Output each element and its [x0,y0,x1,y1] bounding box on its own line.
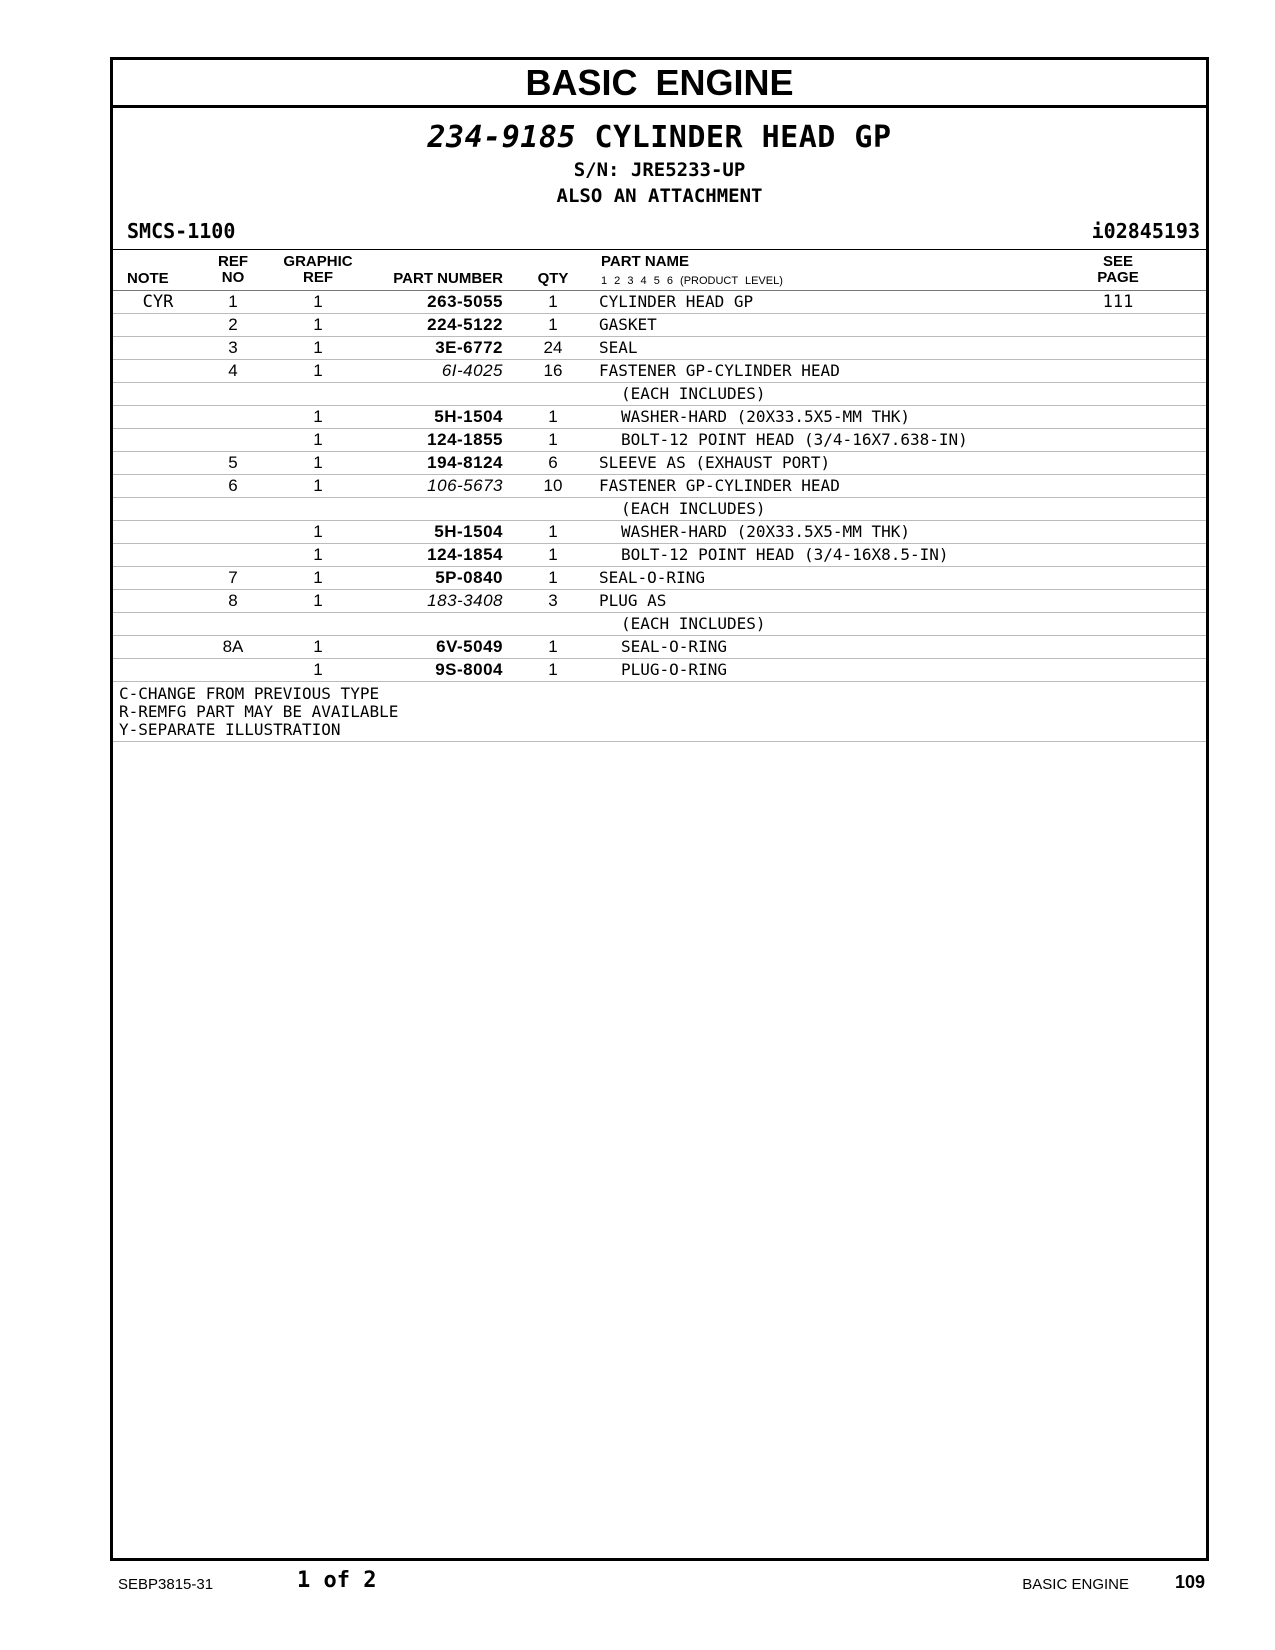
table-row [113,521,1206,544]
smcs-row [113,215,1206,250]
row-qty: 16 [543,361,563,380]
row-part-name: (EACH INCLUDES) [621,499,766,518]
header-product-levels: 1 2 3 4 5 6 (PRODUCT LEVEL) [601,275,783,287]
row-qty: 1 [548,430,558,449]
smcs-code: SMCS-1100 [127,219,236,243]
legend-line: Y-SEPARATE ILLUSTRATION [119,720,341,739]
group-part-number: 234-9185 [427,120,576,155]
illustration-id: i02845193 [1091,219,1200,243]
row-part-number: 5P-0840 [435,568,503,587]
table-row [113,406,1206,429]
legend [113,682,1206,742]
page-of-count: 1 of 2 [297,1568,377,1593]
group-name: CYLINDER HEAD GP [594,120,892,155]
row-ref-no: 8A [222,637,244,656]
row-part-name: FASTENER GP-CYLINDER HEAD [599,476,840,495]
row-graphic-ref: 1 [313,476,323,495]
row-part-number: 5H-1504 [434,522,503,541]
row-ref-no: 4 [228,361,238,380]
row-graphic-ref: 1 [313,407,323,426]
table-row [113,636,1206,659]
row-graphic-ref: 1 [313,338,323,357]
row-part-name: FASTENER GP-CYLINDER HEAD [599,361,840,380]
table-header [113,250,1206,291]
table-row [113,314,1206,337]
row-note: CYR [142,292,174,312]
row-qty: 6 [548,453,558,472]
row-part-name: (EACH INCLUDES) [621,614,766,633]
row-ref-no: 1 [228,292,238,311]
row-ref-no: 7 [228,568,238,587]
row-qty: 24 [543,338,563,357]
row-qty: 1 [548,522,558,541]
row-graphic-ref: 1 [313,591,323,610]
legend-line: C-CHANGE FROM PREVIOUS TYPE [119,684,380,703]
serial-number: S/N: JRE5233-UP [573,159,746,181]
table-row [113,659,1206,682]
row-graphic-ref: 1 [313,660,323,679]
header-ref-no [213,254,253,286]
page-number: 109 [1174,1572,1205,1592]
header-qty: QTY [537,270,569,287]
document-number: SEBP3815-31 [118,1576,214,1593]
row-part-number: 106-5673 [427,476,503,495]
row-graphic-ref: 1 [313,453,323,472]
table-row [113,498,1206,521]
row-part-number: 3E-6772 [435,338,503,357]
attachment-note: ALSO AN ATTACHMENT [556,185,763,207]
table-row [113,452,1206,475]
header-ref-line1: REF [218,253,248,270]
table-row [113,590,1206,613]
header-graphic-line1: GRAPHIC [283,253,353,270]
row-ref-no: 2 [228,315,238,334]
section-title: BASIC ENGINE [113,60,1206,108]
row-graphic-ref: 1 [313,315,323,334]
row-ref-no: 3 [228,338,238,357]
header-graphic-ref [273,254,363,286]
header-see-line1: SEE [1102,253,1133,270]
table-row [113,337,1206,360]
row-qty: 1 [548,568,558,587]
row-graphic-ref: 1 [313,361,323,380]
header-part-number: PART NUMBER [393,270,503,287]
row-part-name: BOLT-12 POINT HEAD (3/4-16X8.5-IN) [621,545,949,564]
table-row [113,567,1206,590]
header-note: NOTE [127,270,169,287]
row-graphic-ref: 1 [313,545,323,564]
row-part-name: SEAL-O-RING [599,568,705,587]
page-footer [0,1564,1275,1604]
row-ref-no: 5 [228,453,238,472]
row-qty: 10 [543,476,563,495]
row-part-name: (EACH INCLUDES) [621,384,766,403]
table-row [113,429,1206,452]
row-graphic-ref: 1 [313,568,323,587]
row-qty: 1 [548,637,558,656]
row-part-name: PLUG-O-RING [621,660,727,679]
row-part-number: 124-1854 [427,545,503,564]
row-part-number: 9S-8004 [435,660,503,679]
header-graphic-line2: REF [303,269,333,286]
row-part-name: WASHER-HARD (20X33.5X5-MM THK) [621,407,910,426]
legend-line: R-REMFG PART MAY BE AVAILABLE [119,702,399,721]
row-qty: 1 [548,315,558,334]
row-qty: 1 [548,407,558,426]
header-ref-line2: NO [221,269,245,286]
row-part-number: 6I-4025 [441,361,503,380]
parts-page-frame [110,57,1209,1561]
row-qty: 1 [548,660,558,679]
table-row [113,475,1206,498]
row-part-name: PLUG AS [599,591,667,610]
row-part-number: 6V-5049 [436,637,503,656]
header-see-page [1093,254,1143,286]
row-graphic-ref: 1 [313,522,323,541]
table-row [113,360,1206,383]
header-see-line2: PAGE [1097,269,1139,286]
row-graphic-ref: 1 [313,430,323,449]
row-part-number: 263-5055 [427,292,503,311]
row-part-number: 124-1855 [427,430,503,449]
table-row [113,383,1206,406]
row-qty: 1 [548,292,558,311]
row-ref-no: 6 [228,476,238,495]
row-graphic-ref: 1 [313,637,323,656]
row-part-number: 194-8124 [427,453,503,472]
row-see-page: 111 [1102,292,1134,312]
table-row [113,613,1206,636]
row-qty: 1 [548,545,558,564]
row-part-name: GASKET [599,315,657,334]
table-row [113,544,1206,567]
row-part-name: SLEEVE AS (EXHAUST PORT) [599,453,831,472]
row-part-number: 224-5122 [427,315,503,334]
table-row [113,291,1206,314]
group-title [113,120,1206,155]
row-part-name: SEAL-O-RING [621,637,727,656]
row-graphic-ref: 1 [313,292,323,311]
row-part-name: CYLINDER HEAD GP [599,292,754,311]
row-part-number: 183-3408 [427,591,503,610]
row-part-name: BOLT-12 POINT HEAD (3/4-16X7.638-IN) [621,430,968,449]
group-header [113,120,1206,207]
row-qty: 3 [548,591,558,610]
row-part-number: 5H-1504 [434,407,503,426]
row-part-name: SEAL [599,338,638,357]
row-ref-no: 8 [228,591,238,610]
row-part-name: WASHER-HARD (20X33.5X5-MM THK) [621,522,910,541]
footer-section: BASIC ENGINE [1022,1576,1129,1593]
header-part-name: PART NAME [601,253,690,270]
parts-table-body [113,291,1206,682]
